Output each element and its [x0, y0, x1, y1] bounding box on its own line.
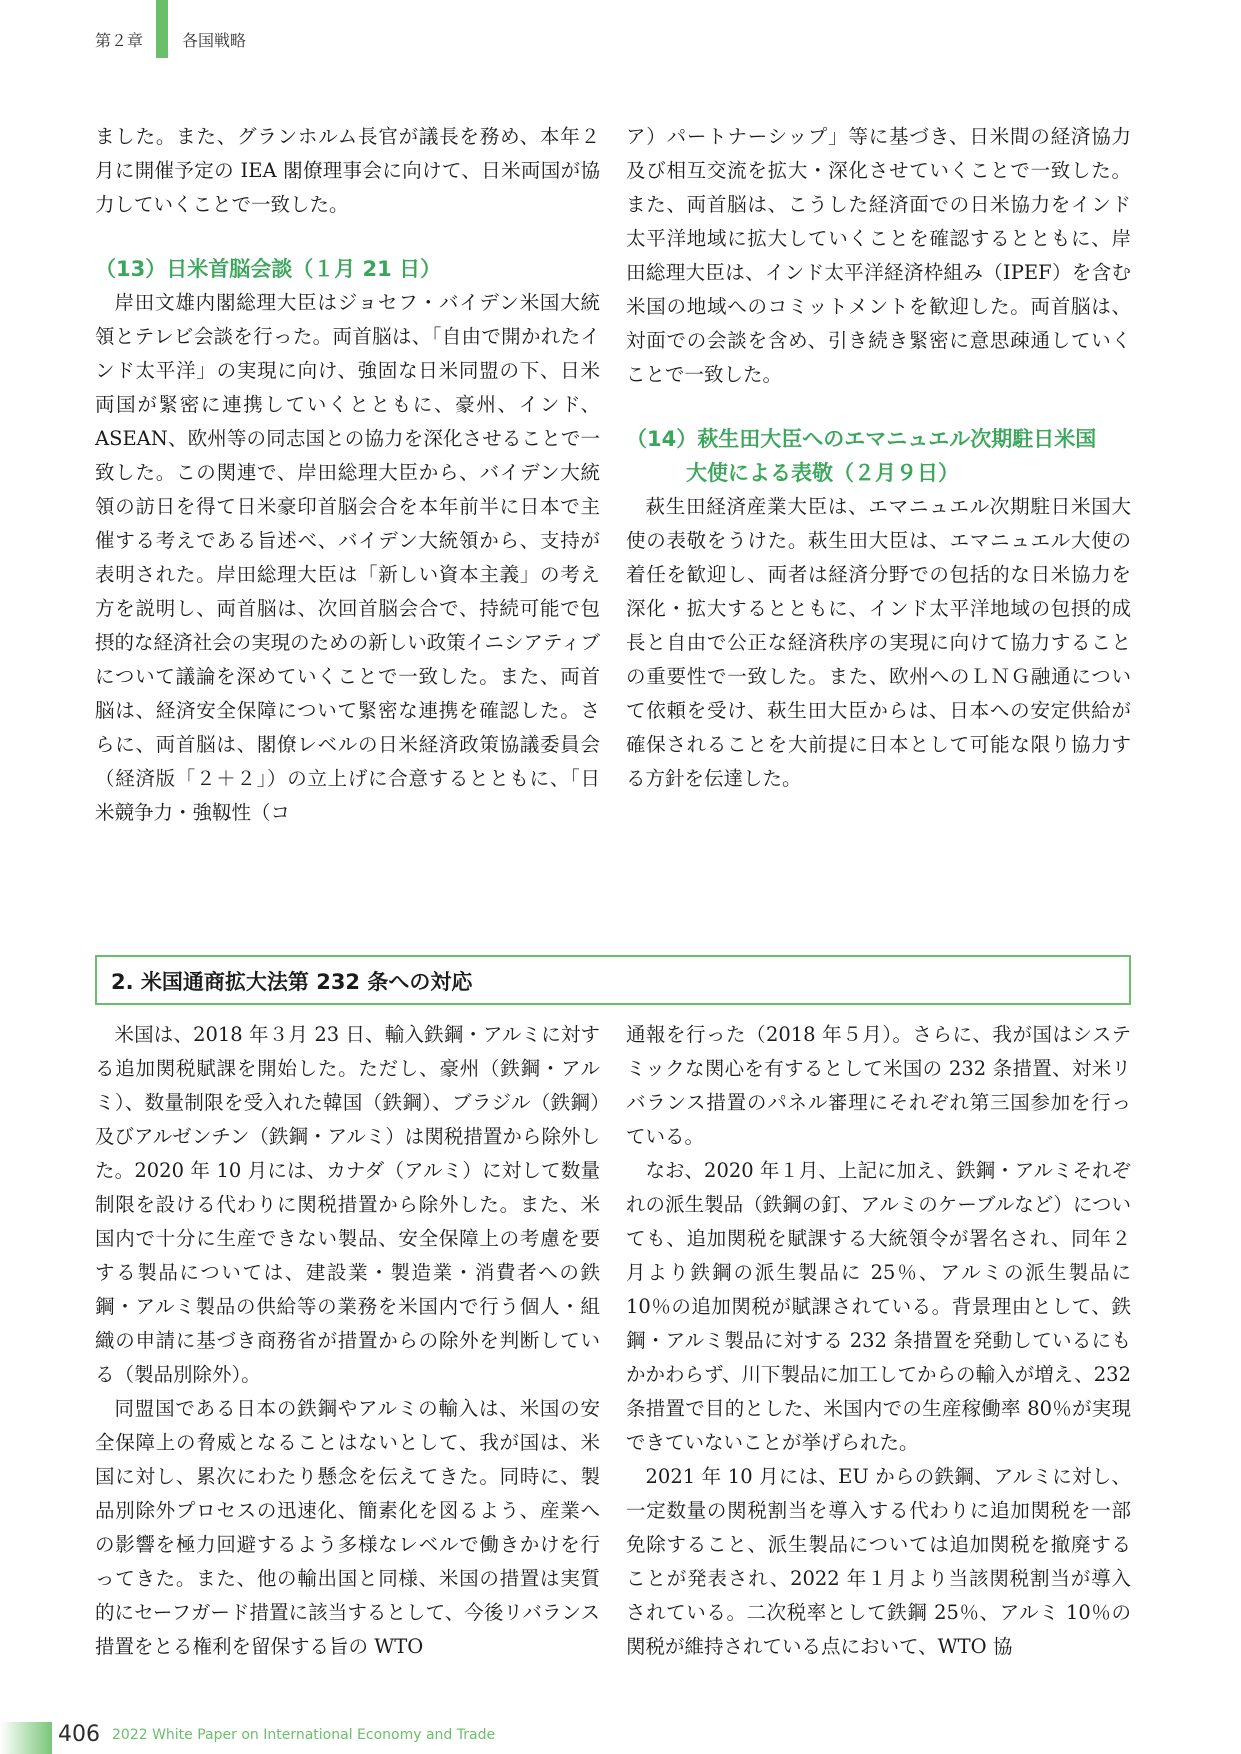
page-header	[0, 0, 1241, 70]
subheading-14-line1: （14）萩生田大臣へのエマニュエル次期駐日米国	[626, 427, 1097, 451]
section-2-title: 2. 米国通商拡大法第 232 条への対応	[111, 970, 473, 994]
bottom-left-column	[95, 1018, 600, 1664]
paragraph: 萩生田経済産業大臣は、エマニュエル次期駐日米国大使の表敬をうけた。萩生田大臣は、エマニュエル大使の着任を歓迎し、両者は経済分野での包括的な日米協力を深化・拡大するとともに、インド太平洋地域の包摂的成長と自由で公正な経済秩序の実現に向けて協力することの重要性で一致した。また、欧州へのＬＮＧ融通について依頼を受け、萩生田大臣からは、日本への安定供給が確保されることを大前提に日本として可能な限り協力する方針を伝達した。	[626, 495, 1131, 790]
top-right-column	[626, 120, 1131, 796]
paragraph: 同盟国である日本の鉄鋼やアルミの輸入は、米国の安全保障上の脅威となることはないとして、我が国は、米国に対し、累次にわたり懸念を伝えてきた。同時に、製品別除外プロセスの迅速化、簡素化を図るよう、産業への影響を極力回避するよう多様なレベルで働きかけを行ってきた。また、他の輸出国と同様、米国の措置は実質的にセーフガード措置に該当するとして、今後リバランス措置をとる権利を留保する旨の WTO	[95, 1397, 600, 1658]
subheading-14-line2: 大使による表敬（２月９日）	[686, 461, 959, 485]
paragraph: 2021 年 10 月には、EU からの鉄鋼、アルミに対し、一定数量の関税割当を導入する代わりに追加関税を一部免除すること、派生製品については追加関税を撤廃することが発表され、2022 年１月より当該関税割当が導入されている。二次税率として鉄鋼 25％、アルミ 10％の関税が維持されている点において、WTO 協	[626, 1465, 1131, 1658]
publication-title: 2022 White Paper on International Economy and Trade	[112, 1727, 496, 1743]
paragraph: 通報を行った（2018 年５月）。さらに、我が国はシステミックな関心を有するとして米国の 232 条措置、対米リバランス措置のパネル審理にそれぞれ第三国参加を行っている。	[626, 1023, 1131, 1148]
section-2-heading-box	[95, 955, 1131, 1005]
bottom-right-column	[626, 1018, 1131, 1664]
section-label: 各国戦略	[182, 31, 247, 50]
chapter-label: 第２章	[95, 31, 144, 50]
top-left-column	[95, 120, 600, 830]
chapter-marker-bar	[156, 0, 168, 58]
footer-green-tab	[0, 1722, 52, 1754]
subheading-13: （13）日米首脳会談（１月 21 日）	[95, 257, 442, 281]
paragraph: ました。また、グランホルム長官が議長を務め、本年２月に開催予定の IEA 閣僚理事会に向けて、日米両国が協力していくことで一致した。	[95, 125, 600, 216]
paragraph: 岸田文雄内閣総理大臣はジョセフ・バイデン米国大統領とテレビ会談を行った。両首脳は、「自由で開かれたインド太平洋」の実現に向け、強固な日米同盟の下、日米両国が緊密に連携していくとともに、豪州、インド、ASEAN、欧州等の同志国との協力を深化させることで一致した。この関連で、岸田総理大臣から、バイデン大統領の訪日を得て日米豪印首脳会合を本年前半に日本で主催する考えである旨述べ、バイデン大統領から、支持が表明された。岸田総理大臣は「新しい資本主義」の考え方を説明し、両首脳は、次回首脳会合で、持続可能で包摂的な経済社会の実現のための新しい政策イニシアティブについて議論を深めていくことで一致した。また、両首脳は、経済安全保障について緊密な連携を確認した。さらに、両首脳は、閣僚レベルの日米経済政策協議委員会（経済版「２＋２」）の立上げに合意するとともに、「日米競争力・強靱性（コ	[95, 291, 600, 824]
page-number: 406	[58, 1722, 100, 1747]
paragraph: ア）パートナーシップ」等に基づき、日米間の経済協力及び相互交流を拡大・深化させていくことで一致した。また、両首脳は、こうした経済面での日米協力をインド太平洋地域に拡大していくことを確認するとともに、岸田総理大臣は、インド太平洋経済枠組み（IPEF）を含む米国の地域へのコミットメントを歓迎した。両首脳は、対面での会談を含め、引き続き緊密に意思疎通していくことで一致した。	[626, 125, 1131, 386]
paragraph: 米国は、2018 年３月 23 日、輸入鉄鋼・アルミに対する追加関税賦課を開始した。ただし、豪州（鉄鋼・アルミ）、数量制限を受入れた韓国（鉄鋼）、ブラジル（鉄鋼）及びアルゼンチン（鉄鋼・アルミ）は関税措置から除外した。2020 年 10 月には、カナダ（アルミ）に対して数量制限を設ける代わりに関税措置から除外した。また、米国内で十分に生産できない製品、安全保障上の考慮を要する製品については、建設業・製造業・消費者への鉄鋼・アルミ製品の供給等の業務を米国内で行う個人・組織の申請に基づき商務省が措置からの除外を判断している（製品別除外）。	[95, 1023, 600, 1386]
paragraph: なお、2020 年１月、上記に加え、鉄鋼・アルミそれぞれの派生製品（鉄鋼の釘、アルミのケーブルなど）についても、追加関税を賦課する大統領令が署名され、同年２月より鉄鋼の派生製品に 25％、アルミの派生製品に 10％の追加関税が賦課されている。背景理由として、鉄鋼・アルミ製品に対する 232 条措置を発動しているにもかかわらず、川下製品に加工してからの輸入が増え、232 条措置で目的とした、米国内での生産稼働率 80％が実現できていないことが挙げられた。	[626, 1159, 1131, 1454]
